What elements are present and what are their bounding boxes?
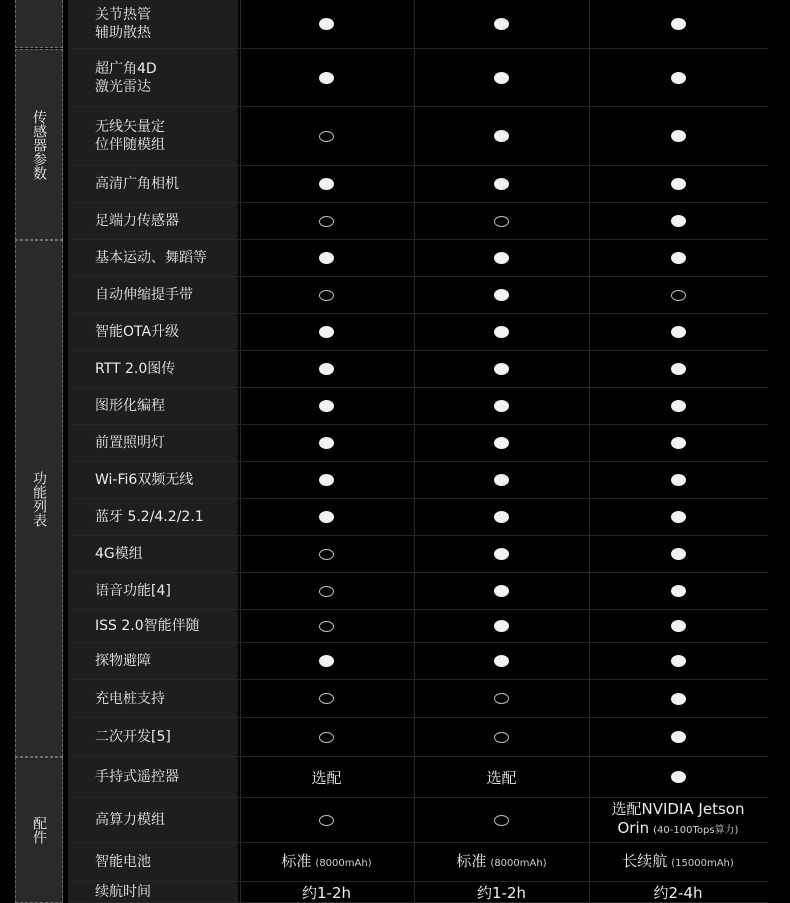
- value-cell: [590, 462, 766, 498]
- hollow-dot-icon: [319, 693, 334, 704]
- value-cell: [415, 643, 588, 679]
- value-cell: [415, 107, 588, 165]
- filled-dot-icon: [671, 326, 686, 338]
- filled-dot-icon: [671, 655, 686, 667]
- value-cell: [415, 314, 588, 350]
- value-cell: [590, 0, 766, 48]
- value-cell: [590, 499, 766, 535]
- value-cell: [240, 462, 413, 498]
- table-row: [0, 610, 790, 643]
- value-cell: [415, 843, 588, 881]
- filled-dot-icon: [671, 252, 686, 264]
- feature-name: 无线矢量定 位伴随模组: [68, 107, 238, 165]
- hollow-dot-icon: [494, 693, 509, 704]
- value-cell: [590, 643, 766, 679]
- value-cell: [590, 107, 766, 165]
- table-row: [0, 718, 790, 757]
- value-cell: [415, 798, 588, 842]
- value-cell: [590, 798, 766, 842]
- filled-dot-icon: [319, 474, 334, 486]
- value-text: 约2-4h: [653, 883, 703, 902]
- hollow-dot-icon: [494, 732, 509, 743]
- value-subtext: (40-100Tops算力): [653, 825, 739, 836]
- filled-dot-icon: [671, 474, 686, 486]
- value-cell: [415, 0, 588, 48]
- filled-dot-icon: [494, 252, 509, 264]
- value-cell: [415, 610, 588, 642]
- value-text-group: [456, 852, 546, 873]
- filled-dot-icon: [494, 474, 509, 486]
- hollow-dot-icon: [319, 621, 334, 632]
- feature-name: RTT 2.0图传: [68, 351, 238, 387]
- feature-name: 手持式遥控器: [68, 757, 238, 797]
- filled-dot-icon: [319, 18, 334, 30]
- filled-dot-icon: [494, 585, 509, 597]
- value-cell: [240, 757, 413, 797]
- value-cell: [415, 425, 588, 461]
- value-cell: [240, 882, 413, 902]
- filled-dot-icon: [494, 400, 509, 412]
- value-cell: [590, 610, 766, 642]
- group-label: 传感器参数: [31, 109, 47, 180]
- group-label: 功能列表: [31, 470, 47, 527]
- filled-dot-icon: [319, 252, 334, 264]
- value-cell: [240, 843, 413, 881]
- filled-dot-icon: [494, 655, 509, 667]
- filled-dot-icon: [671, 130, 686, 142]
- feature-name: 充电桩支持: [68, 680, 238, 717]
- feature-name: 超广角4D 激光雷达: [68, 49, 238, 106]
- value-text: 标准: [456, 851, 487, 870]
- value-cell: [240, 425, 413, 461]
- value-cell: [590, 351, 766, 387]
- table-row: [0, 798, 790, 843]
- table-row: [0, 240, 790, 277]
- table-row: [0, 462, 790, 499]
- filled-dot-icon: [494, 178, 509, 190]
- feature-name: 足端力传感器: [68, 203, 238, 239]
- value-cell: [240, 166, 413, 202]
- value-text: 选配: [311, 768, 342, 787]
- value-cell: [415, 462, 588, 498]
- filled-dot-icon: [671, 363, 686, 375]
- value-cell: [240, 203, 413, 239]
- hollow-dot-icon: [319, 131, 334, 142]
- table-row: [0, 314, 790, 351]
- value-cell: [590, 203, 766, 239]
- filled-dot-icon: [494, 289, 509, 301]
- filled-dot-icon: [319, 363, 334, 375]
- hollow-dot-icon: [671, 290, 686, 301]
- filled-dot-icon: [494, 18, 509, 30]
- filled-dot-icon: [494, 548, 509, 560]
- value-cell: [240, 314, 413, 350]
- feature-name: 续航时间: [68, 882, 238, 902]
- value-cell: [590, 277, 766, 313]
- value-cell: [590, 757, 766, 797]
- feature-name: Wi-Fi6双频无线: [68, 462, 238, 498]
- filled-dot-icon: [671, 511, 686, 523]
- feature-name: 自动伸缩提手带: [68, 277, 238, 313]
- filled-dot-icon: [319, 326, 334, 338]
- value-cell: [240, 680, 413, 717]
- filled-dot-icon: [671, 731, 686, 743]
- filled-dot-icon: [319, 178, 334, 190]
- table-row: [0, 425, 790, 462]
- table-row: [0, 107, 790, 166]
- filled-dot-icon: [494, 130, 509, 142]
- value-cell: [590, 718, 766, 756]
- hollow-dot-icon: [319, 732, 334, 743]
- value-cell: [415, 351, 588, 387]
- group-label: 配件: [31, 816, 47, 844]
- filled-dot-icon: [671, 548, 686, 560]
- feature-name: 探物避障: [68, 643, 238, 679]
- filled-dot-icon: [671, 18, 686, 30]
- table-row: [0, 882, 790, 903]
- table-row: [0, 536, 790, 573]
- feature-name: 关节热管 辅助散热: [68, 0, 238, 48]
- filled-dot-icon: [671, 178, 686, 190]
- value-subtext: (8000mAh): [490, 857, 547, 869]
- value-cell: [590, 573, 766, 609]
- value-cell: [590, 882, 766, 902]
- table-row: [0, 843, 790, 882]
- filled-dot-icon: [671, 72, 686, 84]
- filled-dot-icon: [494, 326, 509, 338]
- table-row: [0, 643, 790, 680]
- feature-name: 语音功能[4]: [68, 573, 238, 609]
- table-row: [0, 166, 790, 203]
- value-cell: [415, 882, 588, 902]
- value-text: 选配NVIDIA Jetson: [611, 800, 745, 818]
- value-cell: [415, 240, 588, 276]
- value-cell: [415, 718, 588, 756]
- value-cell: [240, 798, 413, 842]
- value-cell: [415, 166, 588, 202]
- value-cell: [415, 277, 588, 313]
- value-cell: [240, 49, 413, 106]
- filled-dot-icon: [671, 400, 686, 412]
- value-cell: [415, 536, 588, 572]
- value-cell: [415, 499, 588, 535]
- value-cell: [590, 388, 766, 424]
- feature-name: 图形化编程: [68, 388, 238, 424]
- value-subtext: (15000mAh): [671, 857, 734, 869]
- feature-name: 基本运动、舞蹈等: [68, 240, 238, 276]
- value-text-group: [281, 852, 371, 873]
- hollow-dot-icon: [494, 216, 509, 227]
- value-cell: [415, 757, 588, 797]
- value-text: 标准: [281, 851, 312, 870]
- hollow-dot-icon: [319, 290, 334, 301]
- table-row: [0, 573, 790, 610]
- filled-dot-icon: [319, 655, 334, 667]
- value-cell: [240, 610, 413, 642]
- filled-dot-icon: [671, 437, 686, 449]
- value-cell: [415, 49, 588, 106]
- value-text: 长续航: [622, 851, 668, 870]
- value-text-group: [622, 852, 734, 873]
- filled-dot-icon: [671, 771, 686, 783]
- hollow-dot-icon: [319, 815, 334, 826]
- feature-name: 4G模组: [68, 536, 238, 572]
- value-cell: [240, 0, 413, 48]
- table-row: [0, 757, 790, 798]
- feature-name: 高清广角相机: [68, 166, 238, 202]
- value-subtext: (8000mAh): [315, 857, 372, 869]
- value-text-group: [612, 800, 745, 840]
- value-cell: [240, 240, 413, 276]
- filled-dot-icon: [319, 72, 334, 84]
- feature-name: 高算力模组: [68, 798, 238, 842]
- value-text: 约1-2h: [476, 883, 526, 902]
- value-cell: [415, 203, 588, 239]
- feature-name: 蓝牙 5.2/4.2/2.1: [68, 499, 238, 535]
- feature-name: 智能OTA升级: [68, 314, 238, 350]
- value-cell: [590, 166, 766, 202]
- filled-dot-icon: [494, 363, 509, 375]
- hollow-dot-icon: [319, 586, 334, 597]
- value-cell: [240, 573, 413, 609]
- value-cell: [590, 680, 766, 717]
- value-text: 约1-2h: [301, 883, 351, 902]
- table-row: [0, 0, 790, 49]
- filled-dot-icon: [494, 72, 509, 84]
- value-cell: [240, 643, 413, 679]
- value-cell: [240, 499, 413, 535]
- hollow-dot-icon: [494, 815, 509, 826]
- filled-dot-icon: [671, 693, 686, 705]
- value-cell: [590, 425, 766, 461]
- filled-dot-icon: [671, 585, 686, 597]
- value-cell: [240, 718, 413, 756]
- feature-name: ISS 2.0智能伴随: [68, 610, 238, 642]
- value-cell: [240, 351, 413, 387]
- table-row: [0, 49, 790, 107]
- value-text: 选配: [486, 768, 517, 787]
- feature-name: 智能电池: [68, 843, 238, 881]
- table-row: [0, 499, 790, 536]
- table-row: [0, 277, 790, 314]
- table-row: [0, 388, 790, 425]
- filled-dot-icon: [671, 215, 686, 227]
- value-cell: [590, 314, 766, 350]
- value-cell: [240, 536, 413, 572]
- feature-name: 二次开发[5]: [68, 718, 238, 756]
- value-cell: [590, 49, 766, 106]
- value-cell: [240, 277, 413, 313]
- value-cell: [240, 107, 413, 165]
- filled-dot-icon: [494, 620, 509, 632]
- filled-dot-icon: [319, 400, 334, 412]
- value-cell: [590, 843, 766, 881]
- filled-dot-icon: [671, 620, 686, 632]
- value-cell: [590, 240, 766, 276]
- filled-dot-icon: [319, 511, 334, 523]
- value-text-line2: Orin: [617, 819, 650, 837]
- table-row: [0, 203, 790, 240]
- table-row: [0, 351, 790, 388]
- value-cell: [590, 536, 766, 572]
- value-cell: [240, 388, 413, 424]
- value-cell: [415, 388, 588, 424]
- value-cell: [415, 680, 588, 717]
- filled-dot-icon: [494, 437, 509, 449]
- hollow-dot-icon: [319, 216, 334, 227]
- hollow-dot-icon: [319, 549, 334, 560]
- feature-name: 前置照明灯: [68, 425, 238, 461]
- value-cell: [415, 573, 588, 609]
- filled-dot-icon: [319, 437, 334, 449]
- filled-dot-icon: [494, 511, 509, 523]
- table-row: [0, 680, 790, 718]
